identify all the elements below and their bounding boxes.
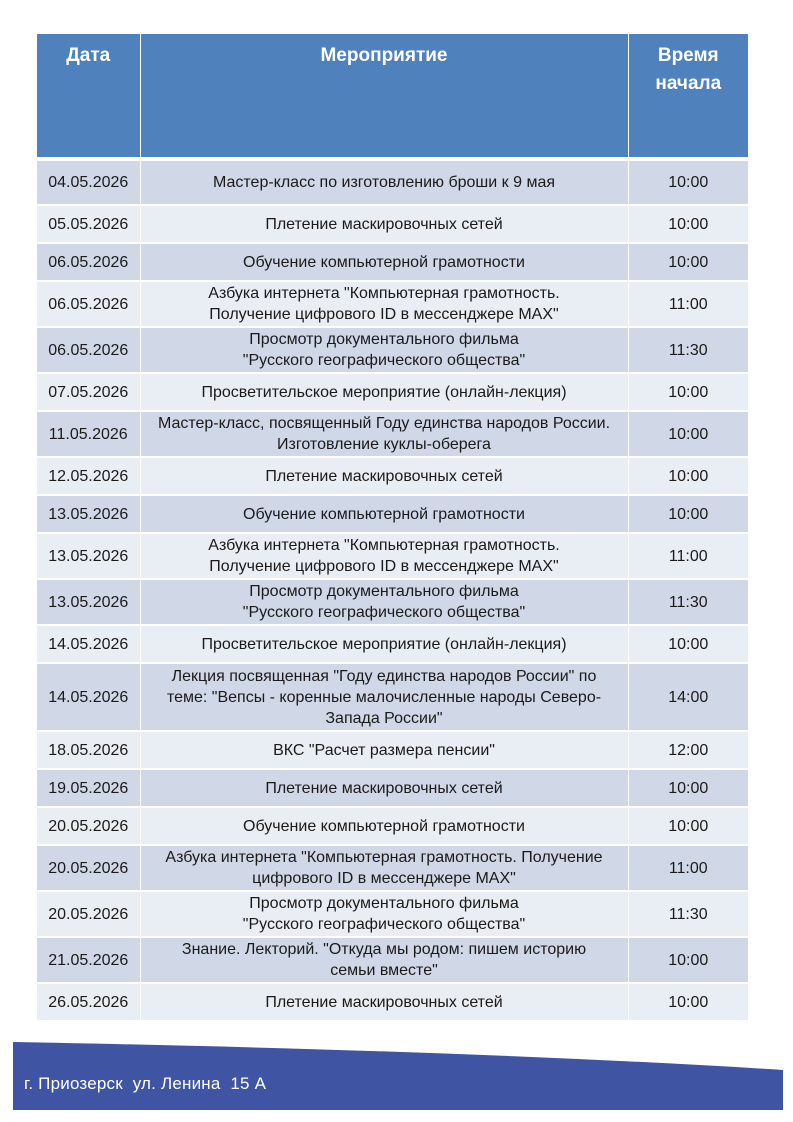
row-event: Обучение компьютерной грамотности [140,807,628,845]
row-date: 13.05.2026 [37,579,140,625]
row-date: 20.05.2026 [37,807,140,845]
row-date: 06.05.2026 [37,327,140,373]
row-event: Азбука интернета "Компьютерная грамотность. Получение цифрового ID в мессенджере MAX" [140,845,628,891]
row-time: 11:30 [628,327,748,373]
header-event: Мероприятие [140,34,628,159]
row-time: 11:00 [628,845,748,891]
row-date: 04.05.2026 [37,159,140,205]
row-time: 10:00 [628,937,748,983]
row-time: 11:30 [628,579,748,625]
row-event: Азбука интернета "Компьютерная грамотность. Получение цифрового ID в мессенджере MAX" [140,533,628,579]
row-event: Азбука интернета "Компьютерная грамотность. Получение цифрового ID в мессенджере MAX" [140,281,628,327]
row-event: Мастер-класс по изготовлению броши к 9 мая [140,159,628,205]
row-date: 18.05.2026 [37,731,140,769]
row-event: Плетение маскировочных сетей [140,983,628,1021]
row-time: 10:00 [628,807,748,845]
table-row [37,327,748,373]
header-time: Время начала [628,34,748,159]
row-time: 10:00 [628,457,748,495]
row-time: 11:00 [628,533,748,579]
table-row [37,625,748,663]
row-time: 10:00 [628,983,748,1021]
row-date: 05.05.2026 [37,205,140,243]
row-event: Плетение маскировочных сетей [140,769,628,807]
row-event: Лекция посвященная "Году единства народов России" по теме: "Вепсы - коренные малочисленные народы Северо- Запада России" [140,663,628,731]
row-time: 12:00 [628,731,748,769]
row-event: Просветительское мероприятие (онлайн-лекция) [140,373,628,411]
table-row [37,159,748,205]
row-event: Плетение маскировочных сетей [140,457,628,495]
schedule-table [37,34,748,1022]
row-time: 10:00 [628,495,748,533]
row-date: 19.05.2026 [37,769,140,807]
header-date: Дата [37,34,140,159]
row-time: 10:00 [628,205,748,243]
row-time: 10:00 [628,159,748,205]
footer-address: г. Приозерск ул. Ленина 15 А [24,1074,267,1093]
table-row [37,411,748,457]
row-event: Просмотр документального фильма "Русского географического общества" [140,891,628,937]
table-row [37,579,748,625]
row-date: 14.05.2026 [37,625,140,663]
row-time: 11:30 [628,891,748,937]
row-date: 12.05.2026 [37,457,140,495]
row-time: 10:00 [628,411,748,457]
row-time: 10:00 [628,625,748,663]
row-date: 20.05.2026 [37,845,140,891]
table-row [37,663,748,731]
row-date: 14.05.2026 [37,663,140,731]
row-event: Просветительское мероприятие (онлайн-лекция) [140,625,628,663]
table-row [37,533,748,579]
table-row [37,937,748,983]
table-row [37,495,748,533]
row-date: 06.05.2026 [37,281,140,327]
table-row [37,807,748,845]
table-row [37,205,748,243]
row-date: 11.05.2026 [37,411,140,457]
row-event: Знание. Лекторий. "Откуда мы родом: пишем историю семьи вместе" [140,937,628,983]
row-event: Плетение маскировочных сетей [140,205,628,243]
table-row [37,769,748,807]
row-date: 20.05.2026 [37,891,140,937]
row-date: 07.05.2026 [37,373,140,411]
row-time: 11:00 [628,281,748,327]
table-row [37,731,748,769]
row-date: 13.05.2026 [37,533,140,579]
row-date: 13.05.2026 [37,495,140,533]
table-row [37,281,748,327]
row-date: 21.05.2026 [37,937,140,983]
table-row [37,373,748,411]
row-event: Обучение компьютерной грамотности [140,495,628,533]
row-event: ВКС "Расчет размера пенсии" [140,731,628,769]
table-body [37,159,748,1021]
row-date: 26.05.2026 [37,983,140,1021]
row-time: 10:00 [628,243,748,281]
row-event: Просмотр документального фильма "Русского географического общества" [140,579,628,625]
table-row [37,845,748,891]
row-event: Мастер-класс, посвященный Году единства народов России. Изготовление куклы-оберега [140,411,628,457]
table-row [37,457,748,495]
table-row [37,983,748,1021]
footer-band [13,1040,783,1110]
row-time: 10:00 [628,769,748,807]
table-header-row [37,34,748,159]
row-time: 10:00 [628,373,748,411]
table-row [37,243,748,281]
row-event: Обучение компьютерной грамотности [140,243,628,281]
row-time: 14:00 [628,663,748,731]
row-event: Просмотр документального фильма "Русского географического общества" [140,327,628,373]
row-date: 06.05.2026 [37,243,140,281]
table-row [37,891,748,937]
